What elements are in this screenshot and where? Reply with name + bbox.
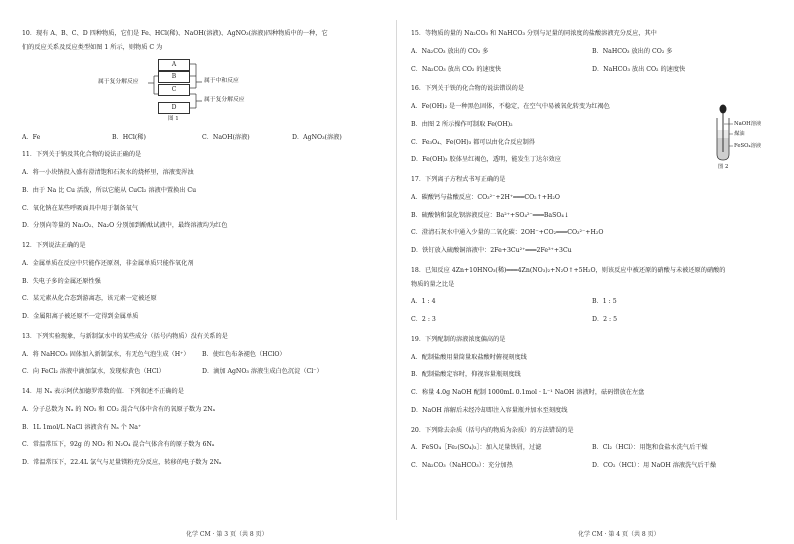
figure-2-apparatus xyxy=(707,104,777,172)
figure-1-box-b: B xyxy=(158,71,190,83)
option-b: B．NaHCO₃ 放出的 CO₂ 多 xyxy=(592,47,673,55)
question-10-options xyxy=(22,134,382,142)
figure-1-right-bottom-label: 属于复分解反应 xyxy=(204,96,245,103)
column-divider xyxy=(396,20,397,520)
option-b: B．HCl(稀) xyxy=(112,133,146,141)
question-18 xyxy=(411,267,773,324)
option-a: A．将一小块钠投入盛有澄清饱和石灰水的烧杯里，溶液变浑浊 xyxy=(22,169,194,176)
question-19-text: 19．下列配制的溶液浓度偏高的是 xyxy=(411,335,506,343)
option-c: C．氧化钠在某些呼吸面具中用于制备氧气 xyxy=(22,204,139,212)
question-11-text: 11．下列关于钠及其化合物的说法正确的是 xyxy=(22,151,142,159)
option-a: A．金属单质在反应中只能作还原剂，非金属单质只能作氧化剂 xyxy=(22,259,194,267)
question-20-row-2 xyxy=(411,462,773,470)
figure-1-box-d: D xyxy=(158,102,190,114)
option-a: A．1 : 4 xyxy=(411,298,436,306)
figure-1-caption: 图 1 xyxy=(168,115,179,122)
question-15 xyxy=(411,30,773,73)
option-b: B．硫酸钠和氯化钡溶液反应：Ba²⁺+SO₄²⁻═══BaSO₄↓ xyxy=(411,211,570,219)
figure-2-label-feso4: FeSO₄溶液 xyxy=(734,143,762,149)
figure-2-caption: 图 2 xyxy=(718,164,729,170)
left-column xyxy=(22,30,382,467)
option-c: C．澄清石灰水中通入少量的二氧化碳：2OH⁻+CO₂═══CO₃²⁻+H₂O xyxy=(411,229,604,237)
page-footer-left: 化学 CM · 第 3 页（共 8 页） xyxy=(186,530,268,538)
question-13-row-1 xyxy=(22,351,382,359)
question-14-text: 14．用 Nₐ 表示阿伏加德罗常数的值．下列叙述不正确的是 xyxy=(22,388,184,395)
option-a: A．配制盐酸用量筒量取盐酸时俯视刻度线 xyxy=(411,353,527,361)
question-18-text-line1: 18．已知反应 4Zn+10HNO₃(稀)═══4Zn(NO₃)₂+N₂O↑+5H₂O，则该反应中被还原的硝酸与未被还原的硝酸的 xyxy=(411,266,726,274)
option-d: D．金属阳离子被还原不一定得到金属单质 xyxy=(22,313,139,320)
page-footer-right: 化学 CM · 第 4 页（共 8 页） xyxy=(578,530,660,538)
option-b: B．使红色布条褪色（HClO） xyxy=(202,350,286,358)
option-d: D．分别向等量的 Na₂O₂、Na₂O 分别加到酚酞试液中，最终溶液均为红色 xyxy=(22,222,228,230)
option-b: B．1 : 5 xyxy=(592,298,617,306)
option-c: C．2 : 3 xyxy=(411,316,436,323)
option-b: B．Cl₂（HCl）：用饱和食盐水洗气后干燥 xyxy=(592,444,708,452)
question-20-row-1 xyxy=(411,444,773,452)
figure-1-left-label: 属于复分解反应 xyxy=(98,78,139,85)
option-c: C．NaOH(溶液) xyxy=(202,133,250,141)
question-18-row-2 xyxy=(411,316,773,324)
question-15-row-2 xyxy=(411,66,773,74)
option-d: D．2 : 5 xyxy=(592,316,618,323)
question-15-text: 15．等物质的量的 Na₂CO₃ 和 NaHCO₃ 分别与足量的同浓度的盐酸溶液充分反应，其中 xyxy=(411,30,657,37)
option-d: D．NaHCO₃ 放出 CO₂ 的速度快 xyxy=(592,65,686,73)
option-d: D．Fe(OH)₃ 胶体呈红褐色，透明，能发生丁达尔效应 xyxy=(411,156,561,164)
question-17 xyxy=(411,176,773,255)
option-d: D．常温常压下，22.4L 氯气与足量镁粉充分反应，转移的电子数为 2Nₐ xyxy=(22,459,222,466)
option-a: A．分子总数为 Nₐ 的 NO₂ 和 CO₂ 混合气体中含有的氧原子数为 2Nₐ xyxy=(22,405,215,413)
figure-2 xyxy=(707,104,777,172)
option-c: C．Na₂CO₃ 放出 CO₂ 的速度快 xyxy=(411,65,502,73)
option-d: D．NaOH 溶解后未经冷却即注入容量瓶并加水至刻度线 xyxy=(411,406,568,414)
option-c: C．某元素从化合态到游离态，该元素一定被还原 xyxy=(22,295,157,303)
question-12-text: 12．下列说法正确的是 xyxy=(22,242,86,249)
question-17-text: 17．下列离子方程式书写正确的是 xyxy=(411,176,506,183)
option-a: A．FeSO₄［Fe₂(SO₄)₃］：加入足量铁屑，过滤 xyxy=(411,444,542,452)
option-b: B．配制盐酸定容时，仰视容量瓶刻度线 xyxy=(411,371,521,379)
question-10-text-line1: 10．现有 A、B、C、D 四种物质，它们是 Fe、HCl(稀)、NaOH(溶液)、AgNO₃(溶液)四种物质中的一种，它 xyxy=(22,30,328,37)
question-13-text: 13．下列实验现象，与新制氯水中的某些成分（括号内物质）没有关系的是 xyxy=(22,332,228,340)
figure-1-right-top-label: 属于中和反应 xyxy=(204,77,239,84)
right-column xyxy=(411,30,773,470)
figure-1-box-a: A xyxy=(158,59,190,71)
option-d: D．滴加 AgNO₃ 溶液生成白色沉淀（Cl⁻） xyxy=(202,368,323,376)
question-12 xyxy=(22,242,382,321)
figure-1-lines xyxy=(84,56,304,122)
option-a: A．Fe xyxy=(22,133,41,141)
option-b: B．由图 2 所示操作可制取 Fe(OH)₂ xyxy=(411,120,513,128)
option-b: B．由于 Na 比 Cu 活泼，所以它能从 CuCl₂ 溶液中置换出 Cu xyxy=(22,186,197,194)
question-16-text: 16．下列关于铁的化合物的说法错误的是 xyxy=(411,85,525,93)
option-a: A．Fe(OH)₂ 是一种黑色固体，不稳定，在空气中易被氧化转变为红褐色 xyxy=(411,103,610,110)
option-d: D．CO₂（HCl）：用 NaOH 溶液洗气后干燥 xyxy=(592,462,717,469)
option-b: B．失电子多的金属还原性强 xyxy=(22,277,101,285)
question-14 xyxy=(22,388,382,467)
question-10 xyxy=(22,30,382,141)
option-a: A．碳酸钙与盐酸反应：CO₃²⁻+2H⁺═══CO₂↑+H₂O xyxy=(411,193,560,201)
question-13 xyxy=(22,333,382,376)
figure-2-label-kerosene: 煤油 xyxy=(734,131,745,137)
question-18-text-line2: 物质的量之比是 xyxy=(411,280,455,288)
option-c: C．Na₂CO₃（NaHCO₃）：充分加热 xyxy=(411,462,513,469)
option-b: B．1L 1mol/L NaCl 溶液含有 Nₐ 个 Na⁺ xyxy=(22,423,142,431)
question-18-row-1 xyxy=(411,298,773,306)
option-d: D．AgNO₃(溶液) xyxy=(292,133,342,141)
figure-1 xyxy=(84,56,304,122)
question-20 xyxy=(411,427,773,470)
figure-2-label-naoh: NaOH溶液 xyxy=(734,121,762,127)
question-10-text-line2: 们的反应关系及反应类型如图 1 所示，则物质 C 为 xyxy=(22,43,163,51)
option-a: A．将 NaHCO₃ 固体加入新制氯水，有无色气泡生成（H⁺） xyxy=(22,350,190,358)
question-20-text: 20．下列除去杂质（括号内的物质为杂质）的方法错误的是 xyxy=(411,426,574,434)
option-c: C．常温常压下，92g 的 NO₂ 和 N₂O₄ 混合气体含有的原子数为 6Nₐ xyxy=(22,441,215,449)
option-d: D．铁钉放入硫酸铜溶液中：2Fe+3Cu²⁺═══2Fe³⁺+3Cu xyxy=(411,247,572,254)
question-11 xyxy=(22,151,382,230)
option-c: C．称量 4.0g NaOH 配制 1000mL 0.1mol · L⁻¹ NaOH 溶液时，砝码错放在左盘 xyxy=(411,389,645,396)
option-c: C．向 FeCl₂ 溶液中滴加氯水，发现棕黄色（HCl） xyxy=(22,368,165,376)
figure-1-box-c: C xyxy=(158,84,190,96)
question-13-row-2 xyxy=(22,368,382,376)
question-15-row-1 xyxy=(411,48,773,56)
option-c: C．Fe₃O₄、Fe(OH)₃ 都可以由化合反应制得 xyxy=(411,138,535,146)
question-19 xyxy=(411,336,773,415)
option-a: A．Na₂CO₃ 放出的 CO₂ 多 xyxy=(411,47,489,55)
